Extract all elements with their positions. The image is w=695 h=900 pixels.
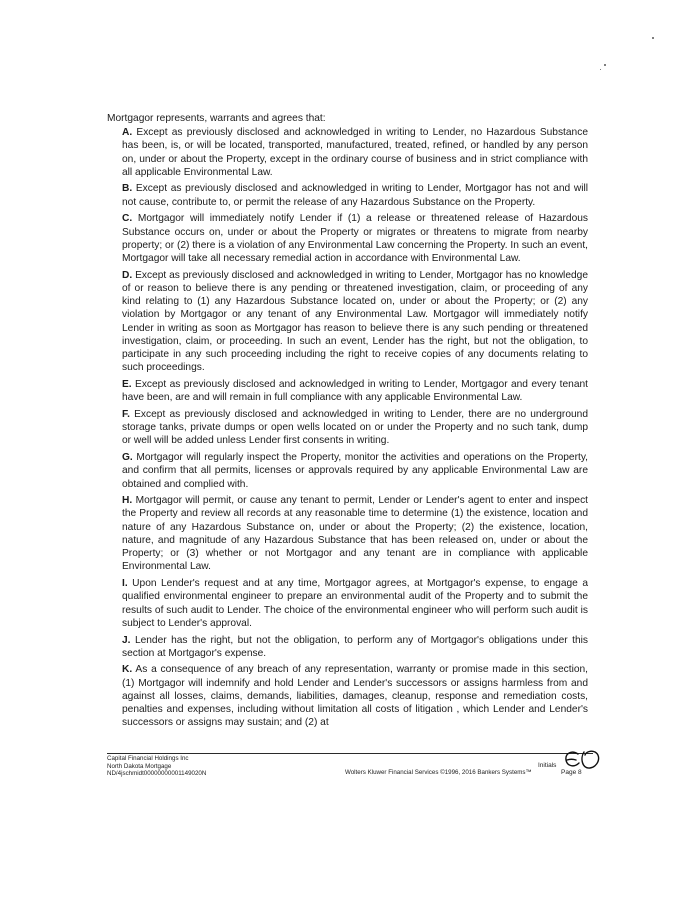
footer-left — [107, 755, 206, 778]
document-id: ND/4jschmidt00000000001149020N — [107, 770, 207, 778]
clause-letter: C. — [122, 213, 133, 225]
clause-letter: B. — [122, 183, 133, 195]
clause-letter: J. — [122, 634, 131, 646]
clause-paragraph — [122, 494, 588, 574]
clause-text: Mortgagor will immediately notify Lender if (1) a release or threatened release of Hazardous Substance occurs on, under or about the Property or migrates or threatens to migrate from nearby property; or (2) there is a violation of any Environmental Law concerning the Property. In such an event, Mortgagor will take all necessary remedial action in accordance with Environmental Law. — [122, 213, 588, 265]
clause-paragraph — [122, 126, 588, 179]
clause-text: Lender has the right, but not the obligation, to perform any of Mortgagor's obligations under this section at Mortgagor's expense. — [122, 634, 588, 659]
clause-text: Mortgagor will regularly inspect the Property, monitor the activities and operations on the Property, and confirm that all permits, licenses or approvals required by any applicable Environmental Law are obtained and complied with. — [122, 452, 588, 490]
clause-paragraph — [122, 269, 588, 375]
form-name: North Dakota Mortgage — [107, 762, 172, 770]
clause-text: Except as previously disclosed and acknowledged in writing to Lender, Mortgagor has no knowledge of or reason to believe there is any pending or threatened investigation, claim, or proceeding of any kind relating to (1) any Hazardous Substance located on, under or about the Property; or (2) any violation by Mortgagor or any tenant of any Environmental Law. Mortgagor will immediately notify Lender in writing as soon as Mortgagor has reason to believe there is any such pending or threatened investigation, claim, or proceeding. In such an event, Lender has the right, but not the obligation, to participate in any such proceeding including the right to receive copies of any documents relating to such proceedings. — [122, 269, 588, 374]
clause-list — [122, 126, 588, 733]
clause-paragraph — [122, 634, 588, 661]
clause-paragraph — [122, 378, 588, 405]
footer-divider — [107, 753, 593, 754]
clause-letter: D. — [122, 269, 133, 281]
clause-paragraph — [122, 212, 588, 265]
scan-speck — [604, 64, 606, 66]
initials-label: Initials — [538, 762, 557, 769]
clause-paragraph — [122, 451, 588, 491]
page-number: Page 8 — [561, 769, 582, 776]
clause-text: Except as previously disclosed and acknowledged in writing to Lender, no Hazardous Substance has been, is, or will be located, transported, manufactured, treated, refined, or handled by any person on, under or about the Property, except in the ordinary course of business and in strict compliance with all applicable Environmental Law. — [122, 127, 588, 178]
intro-sentence: Mortgagor represents, warrants and agrees that: — [107, 113, 326, 124]
clause-text: Except as previously disclosed and acknowledged in writing to Lender, Mortgagor has not and will not cause, contribute to, or permit the release of any Hazardous Substance on the Property. — [122, 183, 588, 208]
clause-letter: H. — [122, 495, 133, 507]
clause-letter: I. — [122, 578, 128, 590]
clause-paragraph — [122, 663, 588, 729]
clause-text: Except as previously disclosed and acknowledged in writing to Lender, Mortgagor and every tenant have been, are and will remain in full compliance with any applicable Environmental Law. — [122, 379, 588, 404]
clause-letter: G. — [122, 452, 133, 464]
scan-speck — [652, 37, 654, 39]
lender-name: Capital Financial Holdings Inc — [107, 755, 189, 762]
clause-text: Except as previously disclosed and acknowledged in writing to Lender, there are no underground storage tanks, private dumps or open wells located on or under the Property and no such tank, dump or well will be added unless Lender first consents in writing. — [122, 408, 588, 447]
scan-speck — [600, 69, 601, 70]
clause-paragraph — [122, 408, 588, 448]
clause-letter: E. — [122, 379, 132, 391]
clause-text: Mortgagor will permit, or cause any tenant to permit, Lender or Lender's agent to enter and inspect the Property and review all records at any reasonable time to determine (1) the existence, location and nature of any Hazardous Substance on, under or about the Property; (2) the existence, location, nature, and magnitude of any Hazardous Substance that has been released on, under or about the Property; or (3) whether or not Mortgagor and any tenant are in compliance with applicable Environmental Law. — [122, 495, 588, 573]
clause-letter: K. — [122, 664, 133, 676]
clause-paragraph — [122, 577, 588, 630]
clause-letter: F. — [122, 408, 130, 420]
clause-paragraph — [122, 182, 588, 209]
vendor-copyright: Wolters Kluwer Financial Services ©1996, 2016 Bankers Systems™ — [345, 769, 532, 776]
clause-text: Upon Lender's request and at any time, Mortgagor agrees, at Mortgagor's expense, to engage a qualified environmental engineer to prepare an environmental audit of the Property and to submit the results of such audit to Lender. The choice of the environmental engineer who will perform such audit is subject to Lender's approval. — [122, 578, 588, 629]
clause-text: As a consequence of any breach of any representation, warranty or promise made in this section, (1) Mortgagor will indemnify and hold Lender and Lender's successors or assigns harmless from and against all losses, claims, demands, liabilities, damages, cleanup, response and remediation costs, penalties and expenses, including without limitation all costs of litigation , which Lender and Lender's successors or assigns may sustain; and (2) at — [122, 664, 588, 729]
clause-letter: A. — [122, 127, 133, 138]
